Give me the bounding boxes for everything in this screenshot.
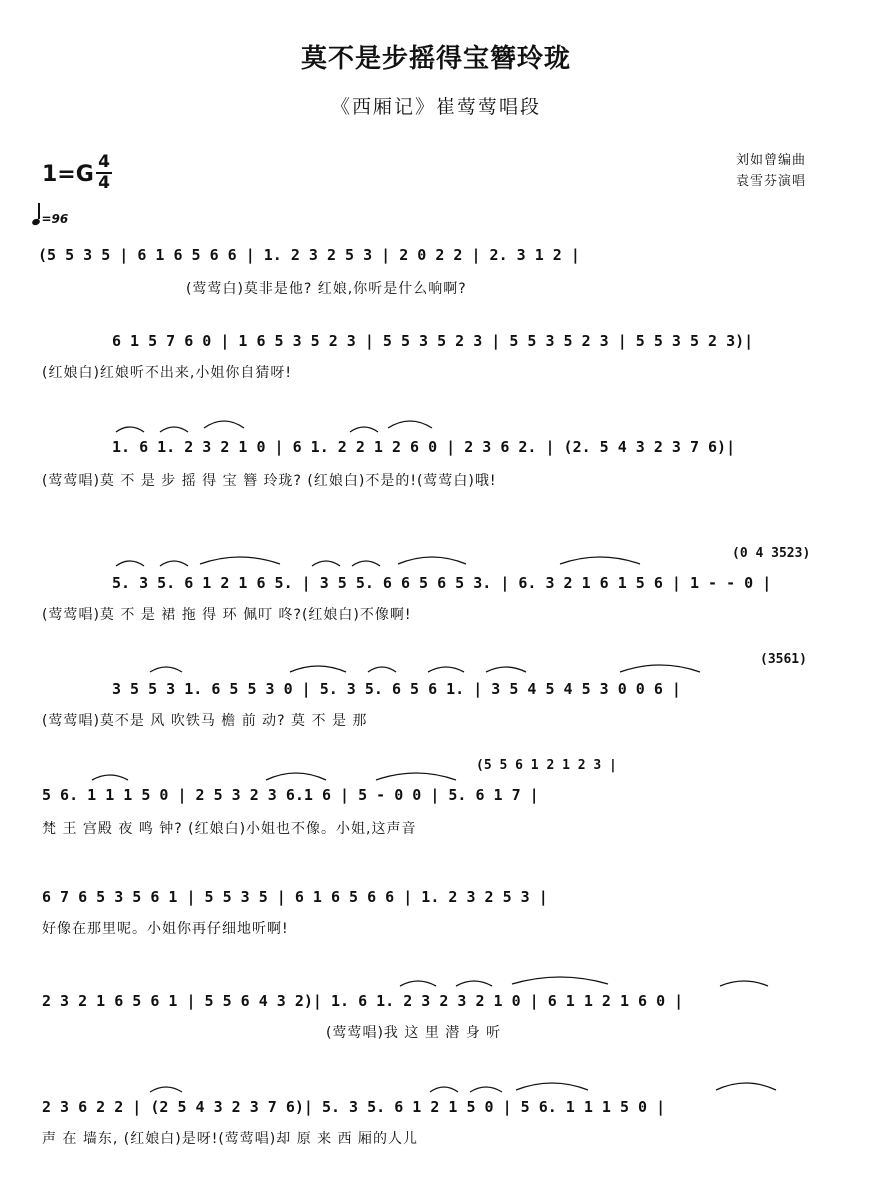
score-row-5: 3 5 5 3 1. 6 5 5 3 0 | 5. 3 5. 6 5 6 1. | 3 5 4 5 4 5 3 0 0 6 | xyxy=(112,680,681,698)
slur-mark xyxy=(266,773,326,780)
score-row-6: 5 6. 1 1 1 5 0 | 2 5 3 2 3 6.1 6 | 5 - 0 0 | 5. 6 1 7 | xyxy=(42,786,539,804)
slur-mark xyxy=(398,557,466,564)
slur-mark xyxy=(620,665,700,672)
slur-mark xyxy=(470,1087,502,1092)
slur-mark xyxy=(456,981,492,986)
song-subtitle: 《西厢记》崔莺莺唱段 xyxy=(330,96,541,118)
slur-mark xyxy=(560,557,640,564)
slur-mark xyxy=(388,421,432,428)
slur-mark xyxy=(204,421,244,428)
score-row-9: 2 3 6 2 2 | (2 5 4 3 2 3 7 6)| 5. 3 5. 6 1 2 1 5 0 | 5 6. 1 1 1 5 0 | xyxy=(42,1098,666,1116)
tempo-value: =96 xyxy=(41,212,69,226)
score-row-4-above: (0 4 3523) xyxy=(732,546,811,561)
lyric-row-3: (莺莺唱)莫 不 是 步 摇 得 宝 簪 玲珑? (红娘白)不是的!(莺莺白)哦! xyxy=(42,473,497,489)
time-signature-bottom: 4 xyxy=(98,173,110,193)
slur-mark xyxy=(428,667,464,672)
lyric-row-4: (莺莺唱)莫 不 是 裙 拖 得 环 佩叮 咚?(红娘白)不像啊! xyxy=(42,607,412,623)
composer-credit: 刘如曾编曲 xyxy=(736,153,807,168)
slur-mark xyxy=(150,667,182,672)
lyric-row-2: (红娘白)红娘听不出来,小姐你自猜呀! xyxy=(42,365,292,381)
lyric-row-1: (莺莺白)莫非是他? 红娘,你听是什么响啊? xyxy=(186,281,467,297)
quarter-note-stem xyxy=(38,203,40,219)
slur-mark xyxy=(312,561,340,566)
slur-mark xyxy=(150,1087,182,1092)
slur-mark xyxy=(486,667,526,672)
lyric-row-8: (莺莺唱)我 这 里 潜 身 听 xyxy=(326,1025,502,1041)
slur-mark xyxy=(352,561,380,566)
slur-mark xyxy=(720,981,768,986)
score-row-3: 1. 6 1. 2 3 2 1 0 | 6 1. 2 2 1 2 6 0 | 2 3 6 2. | (2. 5 4 3 2 3 7 6)| xyxy=(112,438,736,456)
performer-credit: 袁雪芬演唱 xyxy=(736,174,807,189)
slur-mark xyxy=(516,1083,588,1090)
key-signature: 1=G xyxy=(42,162,94,187)
credits xyxy=(736,150,806,192)
time-signature-top: 4 xyxy=(98,152,110,172)
slur-mark xyxy=(430,1087,458,1092)
slur-mark xyxy=(200,557,280,564)
slur-mark xyxy=(290,666,346,672)
slur-mark xyxy=(116,427,144,432)
slur-mark xyxy=(350,427,378,432)
lyric-row-9: 声 在 墙东, (红娘白)是呀!(莺莺唱)却 原 来 西 厢的人儿 xyxy=(42,1131,419,1147)
slur-mark xyxy=(368,667,396,672)
score-row-2: 6 1 5 7 6 0 | 1 6 5 3 5 2 3 | 5 5 3 5 2 3 | 5 5 3 5 2 3 | 5 5 3 5 2 3)| xyxy=(112,332,754,350)
lyric-row-7: 好像在那里呢。小姐你再仔细地听啊! xyxy=(42,921,289,937)
slur-mark xyxy=(116,561,144,566)
lyric-row-5: (莺莺唱)莫不是 风 吹铁马 檐 前 动? 莫 不 是 那 xyxy=(42,713,368,729)
slur-mark xyxy=(92,775,128,780)
song-title: 莫不是步摇得宝簪玲珑 xyxy=(300,44,571,74)
slur-mark xyxy=(716,1083,776,1090)
score-row-8: 2 3 2 1 6 5 6 1 | 5 5 6 4 3 2)| 1. 6 1. 2 3 2 3 2 1 0 | 6 1 1 2 1 6 0 | xyxy=(42,992,684,1010)
slur-mark xyxy=(160,427,188,432)
score-row-1: (5 5 3 5 | 6 1 6 5 6 6 | 1. 2 3 2 5 3 | 2 0 2 2 | 2. 3 1 2 | xyxy=(38,246,580,264)
slur-mark xyxy=(376,773,456,780)
score-row-5-above: (3561) xyxy=(760,652,807,667)
slur-mark xyxy=(512,977,608,984)
slur-mark xyxy=(160,561,188,566)
score-row-7: 6 7 6 5 3 5 6 1 | 5 5 3 5 | 6 1 6 5 6 6 | 1. 2 3 2 5 3 | xyxy=(42,888,548,906)
time-signature xyxy=(96,154,112,192)
tempo-marking xyxy=(32,207,68,226)
score-row-4: 5. 3 5. 6 1 2 1 6 5. | 3 5 5. 6 6 5 6 5 3. | 6. 3 2 1 6 1 5 6 | 1 - - 0 | xyxy=(112,574,772,592)
lyric-row-6: 梵 王 宫殿 夜 鸣 钟? (红娘白)小姐也不像。小姐,这声音 xyxy=(42,821,417,837)
score-row-6-above: (5 5 6 1 2 1 2 3 | xyxy=(476,758,617,773)
quarter-note-icon xyxy=(31,218,41,226)
slur-mark xyxy=(400,981,436,986)
